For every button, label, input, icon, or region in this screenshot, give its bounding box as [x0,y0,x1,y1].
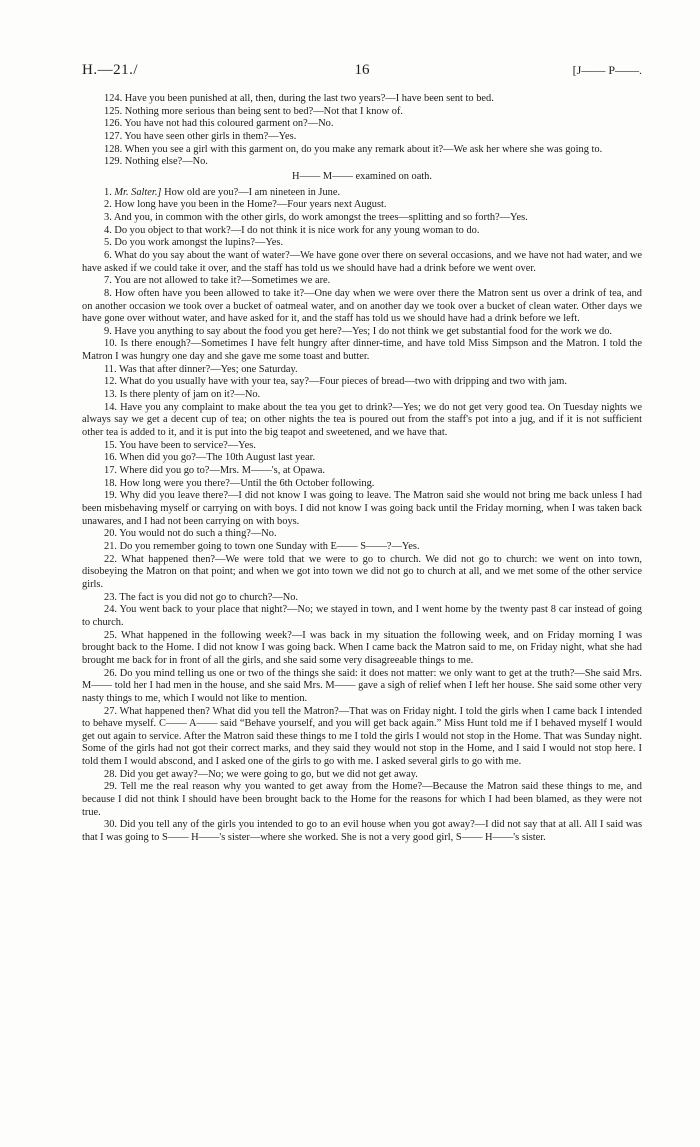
paragraph: 12. What do you usually have with your tea, say?—Four pieces of bread—two with dripping and two with jam. [104,376,567,388]
paragraph: 21. Do you remember going to town one Sunday with E—— S——?—Yes. [104,540,420,552]
testimony-body [82,93,642,845]
paragraph: 13. Is there plenty of jam on it?—No. [104,389,261,401]
paragraph: 14. Have you any complaint to make about the tea you get to drink?—Yes; we do not get very good tea. On Tuesday nights we always say we get a decent cup of tea; on other nights the tea is poured out from the staff's pot into a jug, and if it is not sufficient other tea is added to it, and it is put into the big teapot and sweetened, and we have that. [82,401,642,439]
section-heading: H—— M—— examined on oath. [292,170,432,182]
paragraph: 128. When you see a girl with this garment on, do you make any remark about it?—We ask her where she was going to. [104,143,603,155]
paragraph: 11. Was that after dinner?—Yes; one Saturday. [104,363,298,375]
paragraph: 26. Do you mind telling us one or two of the things she said: it does not matter: we only want to get at the truth?—She said Mrs. M—— told her I had men in the house, and she said Mrs. M—— gave a sigh of relief when I left her house. She said some other very nasty things to me, which I would not like to mention. [82,667,642,704]
paragraph: 10. Is there enough?—Sometimes I have felt hungry after dinner-time, and have told Miss Simpson and the Matron. I told the Matron I was hungry one day and she gave me some toast and butter. [82,338,642,363]
paragraph: 25. What happened in the following week?—I was back in my situation the following week, and on Friday morning I was brought back to the Home. I did not know I was going back. When I came back the Matron said to me, on Friday night, what she had brought me back for in front of all the girls, and she said some very disagreeable things to me. [82,629,642,666]
paragraph: 126. You have not had this coloured garment on?—No. [104,118,334,130]
paragraph: 125. Nothing more serious than being sent to bed?—Not that I know of. [104,105,403,117]
speaker-name: Mr. Salter.] [114,186,162,198]
paragraph: 23. The fact is you did not go to church?—No. [104,591,299,603]
paragraph: 22. What happened then?—We were told that we were to go to church. We did not go to church: we went on into town, disobeying the Matron on that point; and when we got into town we did not go to church at all, and we met some of the other service girls. [82,553,642,590]
section-one [82,93,642,169]
paragraph: 127. You have seen other girls in them?—Yes. [104,130,297,142]
paragraph: 15. You have been to service?—Yes. [104,439,256,451]
paragraph: 7. You are not allowed to take it?—Sometimes we are. [104,275,331,287]
paragraph: 129. Nothing else?—No. [104,156,208,168]
paragraph-first-question [82,187,642,200]
paragraph: 16. When did you go?—The 10th August last year. [104,452,316,464]
paragraph: 29. Tell me the real reason why you wanted to get away from the Home?—Because the Matron said these things to me, and because I did not think I should have been brought back to the Home for the reasons for which I had been blamed, as they were not true. [82,781,642,818]
paragraph: 2. How long have you been in the Home?—Four years next August. [104,199,387,211]
paragraph: 6. What do you say about the want of water?—We have gone over there on several occasions, and we have not had water, and we have asked if we could take it over, and the staff has told us we should have had a drink before we went over. [82,249,642,274]
paragraph: 8. How often have you been allowed to take it?—One day when we were over there the Matron sent us over a drink of tea, and on another occasion we took over a bucket of oatmeal water, and on another day we took over a bucket of clean water. Other days we have gone over without water, and have asked for it, and the staff has told us we should have had a drink before we left. [82,287,642,325]
paragraph: 20. You would not do such a thing?—No. [104,528,277,540]
paragraph: 28. Did you get away?—No; we were going to go, but we did not get away. [104,768,418,780]
paragraph: 27. What happened then? What did you tell the Matron?—That was on Friday night. I told the girls when I came back I intended to behave myself. C—— A—— said “Behave yourself, and you will get back again.” Miss Hunt told me if I behaved myself I would get out again to service. After the Matron said these things to me I told the girls I would not stop in the Home. That was Sunday night. Some of the girls had not got their correct marks, and they said they would not stop in the Home, and I said I would not stop here. I told them I would abscond, and I asked one of the girls to go with me. I asked several girls to go with me. [82,705,642,768]
paragraph: 124. Have you been punished at all, then, during the last two years?—I have been sent to bed. [104,93,494,104]
page-header [82,62,642,82]
paragraph: 30. Did you tell any of the girls you intended to go to an evil house when you got away?—I did not say that at all. All I said was that I was going to S—— H——'s sister—where she worked. She is not a very good girl, S—— H——'s sister. [82,819,642,844]
witness-reference: [J—— P——. [572,63,642,77]
paragraph: 3. And you, in common with the other girls, do work amongst the trees—splitting and so forth?—Yes. [104,211,528,223]
paragraph: 4. Do you object to that work?—I do not think it is nice work for any young woman to do. [104,224,480,236]
paragraph: 18. How long were you there?—Until the 6th October following. [104,477,375,489]
question-number: 1. [104,186,112,198]
paper-reference: H.—21./ [82,62,138,78]
question-text: How old are you?—I am nineteen in June. [161,186,341,198]
paragraph: 9. Have you anything to say about the food you get here?—Yes; I do not think we get substantial food for the work we do. [104,325,612,337]
section-two [82,199,642,844]
paragraph: 5. Do you work amongst the lupins?—Yes. [104,237,284,249]
paragraph: 19. Why did you leave there?—I did not know I was going to leave. The Matron said she would not bring me back unless I had been misbehaving myself or carrying on with boys. I did not know I was going back until the Friday morning, when I was taken back unawares, and I had not been carrying on with boys. [82,490,642,527]
paragraph: 24. You went back to your place that night?—No; we stayed in town, and I went home by the twenty past 8 car instead of going to church. [82,604,642,628]
paragraph: 17. Where did you go to?—Mrs. M——'s, at Opawa. [104,465,326,477]
page-number: 16 [354,62,370,78]
